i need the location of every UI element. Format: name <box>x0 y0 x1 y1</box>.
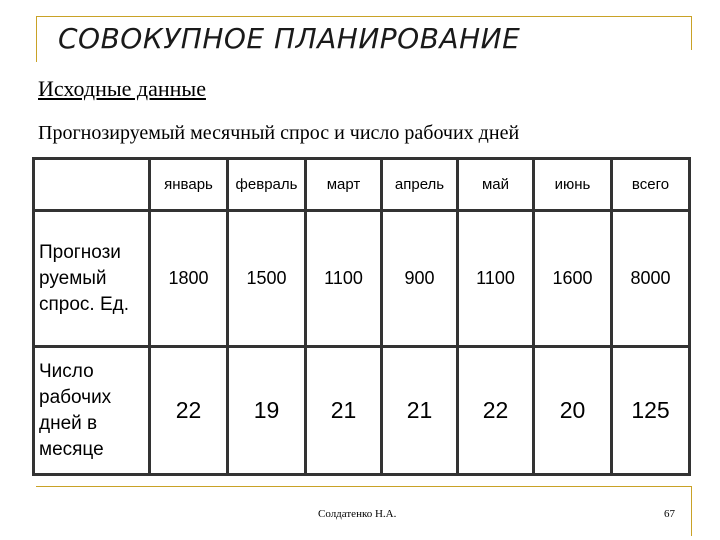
demand-february: 1500 <box>228 211 306 347</box>
row-label-line: Число <box>39 360 94 382</box>
table-row-demand <box>34 211 690 347</box>
workdays-february: 19 <box>228 347 306 475</box>
workdays-march: 21 <box>306 347 382 475</box>
row-label-line: Прогнози <box>39 241 121 263</box>
workdays-january: 22 <box>150 347 228 475</box>
row-label-workdays <box>34 347 150 475</box>
footer-author: Солдатенко Н.А. <box>318 508 397 520</box>
row-label-line: спрос. Ед. <box>39 293 130 315</box>
workdays-april: 21 <box>382 347 458 475</box>
demand-may: 1100 <box>458 211 534 347</box>
slide-frame-top-line <box>36 16 692 17</box>
row-label-line: месяце <box>39 438 104 460</box>
header-corner-cell <box>34 159 150 211</box>
header-june: июнь <box>534 159 612 211</box>
demand-june: 1600 <box>534 211 612 347</box>
workdays-june: 20 <box>534 347 612 475</box>
header-march: март <box>306 159 382 211</box>
demand-april: 900 <box>382 211 458 347</box>
slide-title: СОВОКУПНОЕ ПЛАНИРОВАНИЕ <box>58 22 521 55</box>
row-label-line: руемый <box>39 267 107 289</box>
page-number: 67 <box>664 508 675 520</box>
demand-total: 8000 <box>612 211 690 347</box>
header-april: апрель <box>382 159 458 211</box>
header-january: январь <box>150 159 228 211</box>
workdays-total: 125 <box>612 347 690 475</box>
header-total: всего <box>612 159 690 211</box>
slide-frame-bottom-right-line <box>691 486 692 536</box>
header-february: февраль <box>228 159 306 211</box>
row-label-demand <box>34 211 150 347</box>
row-label-line: дней в <box>39 412 98 434</box>
table-row-workdays <box>34 347 690 475</box>
row-label-line: рабочих <box>39 386 112 408</box>
demand-table <box>32 157 691 476</box>
table-header-row <box>34 159 690 211</box>
header-may: май <box>458 159 534 211</box>
table-caption: Прогнозируемый месячный спрос и число рабочих дней <box>38 122 520 144</box>
demand-march: 1100 <box>306 211 382 347</box>
workdays-may: 22 <box>458 347 534 475</box>
slide-frame-left-line <box>36 16 37 62</box>
slide-subtitle: Исходные данные <box>38 76 206 101</box>
demand-january: 1800 <box>150 211 228 347</box>
slide-frame-right-line <box>691 16 692 50</box>
slide-frame-bottom-line <box>36 486 692 487</box>
